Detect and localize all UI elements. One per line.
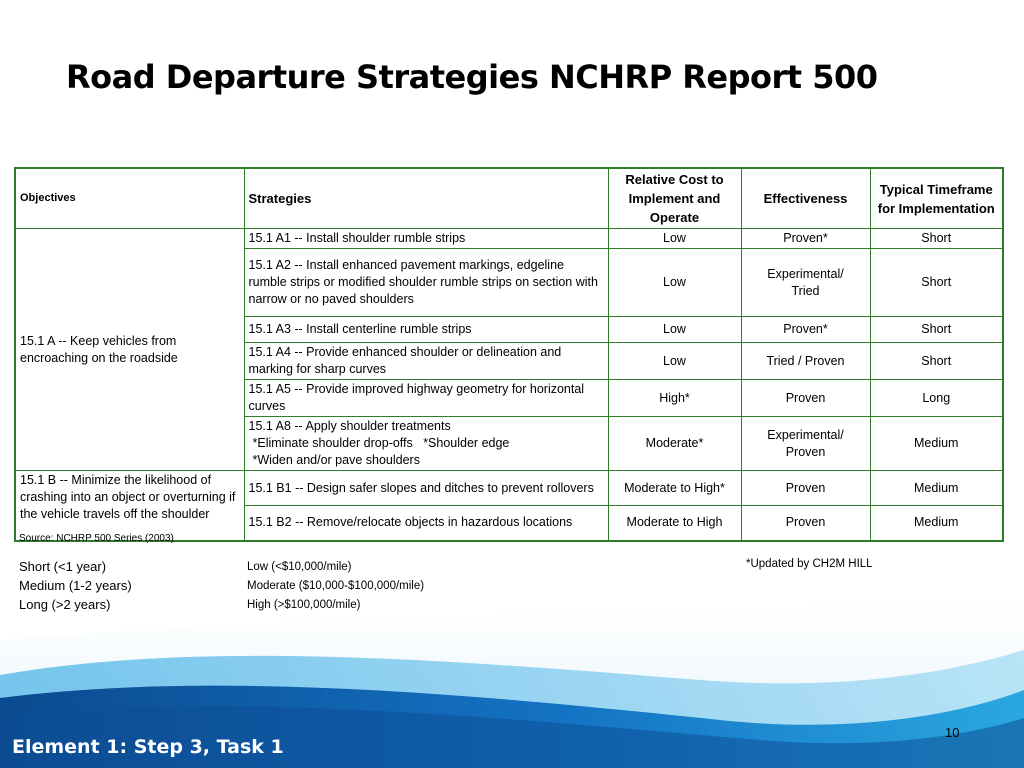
header-timeframe: Typical Timeframe for Implementation: [870, 168, 1003, 229]
cost-cell: Low: [608, 317, 741, 343]
effectiveness-cell: Proven*: [741, 317, 870, 343]
objective-b-cell: 15.1 B -- Minimize the likelihood of crashing into an object or overturning if the vehicle travels off the shoulder: [15, 471, 244, 541]
cost-cell: Low: [608, 229, 741, 249]
legend-low-cost: Low (<$10,000/mile): [247, 561, 352, 573]
source-note: Source: NCHRP 500 Series (2003): [19, 533, 174, 544]
update-note: *Updated by CH2M HILL: [746, 558, 873, 570]
effectiveness-cell: Tried / Proven: [741, 343, 870, 380]
timeframe-cell: Medium: [870, 506, 1003, 541]
strategy-cell: 15.1 A5 -- Provide improved highway geometry for horizontal curves: [244, 380, 608, 417]
effectiveness-text: Experimental/ Tried: [767, 266, 844, 298]
strategy-cell: 15.1 A2 -- Install enhanced pavement markings, edgeline rumble strips or modified shoulder rumble strips on section with narrow or no paved shoulders: [244, 249, 608, 317]
strategy-sub-line: *Widen and/or pave shoulders: [252, 453, 420, 467]
page-number: 10: [945, 725, 960, 740]
effectiveness-cell: Proven: [741, 471, 870, 506]
timeframe-cell: Short: [870, 317, 1003, 343]
strategy-line: 15.1 A8 -- Apply shoulder treatments: [248, 419, 451, 433]
effectiveness-cell: [741, 249, 870, 317]
table-header-row: [15, 168, 1003, 229]
header-cost: Relative Cost to Implement and Operate: [608, 168, 741, 229]
header-objectives: Objectives: [15, 168, 244, 229]
cost-cell: Low: [608, 249, 741, 317]
cost-cell: Moderate to High*: [608, 471, 741, 506]
cost-cell: Low: [608, 343, 741, 380]
strategies-table: [14, 167, 1004, 542]
effectiveness-cell: [741, 417, 870, 471]
legend-long: Long (>2 years): [19, 597, 111, 612]
legend-medium: Medium (1-2 years): [19, 578, 132, 593]
strategy-cell: 15.1 B2 -- Remove/relocate objects in hazardous locations: [244, 506, 608, 541]
timeframe-cell: Long: [870, 380, 1003, 417]
timeframe-cell: Short: [870, 343, 1003, 380]
cost-cell: Moderate*: [608, 417, 741, 471]
effectiveness-cell: Proven*: [741, 229, 870, 249]
strategy-cell: 15.1 A3 -- Install centerline rumble strips: [244, 317, 608, 343]
effectiveness-cell: Proven: [741, 506, 870, 541]
effectiveness-text: Experimental/ Proven: [767, 427, 844, 459]
strategy-sub-line: *Eliminate shoulder drop-offs *Shoulder edge: [252, 436, 510, 450]
timeframe-cell: Medium: [870, 471, 1003, 506]
strategy-cell: [244, 417, 608, 471]
legend-high-cost: High (>$100,000/mile): [247, 599, 361, 611]
table-row: [15, 229, 1003, 249]
timeframe-cell: Medium: [870, 417, 1003, 471]
legend-moderate-cost: Moderate ($10,000-$100,000/mile): [247, 580, 425, 592]
strategy-cell: 15.1 B1 -- Design safer slopes and ditches to prevent rollovers: [244, 471, 608, 506]
header-effectiveness: Effectiveness: [741, 168, 870, 229]
header-strategies: Strategies: [244, 168, 608, 229]
footer-element-label: Element 1: Step 3, Task 1: [12, 736, 284, 758]
strategy-cell: 15.1 A1 -- Install shoulder rumble strips: [244, 229, 608, 249]
legend-short: Short (<1 year): [19, 559, 107, 574]
effectiveness-cell: Proven: [741, 380, 870, 417]
cost-cell: Moderate to High: [608, 506, 741, 541]
timeframe-cell: Short: [870, 249, 1003, 317]
slide-title: Road Departure Strategies NCHRP Report 500: [66, 58, 878, 96]
objective-a-cell: 15.1 A -- Keep vehicles from encroaching on the roadside: [15, 229, 244, 471]
cost-cell: High*: [608, 380, 741, 417]
table-row: [15, 471, 1003, 506]
strategy-cell: 15.1 A4 -- Provide enhanced shoulder or delineation and marking for sharp curves: [244, 343, 608, 380]
timeframe-cell: Short: [870, 229, 1003, 249]
